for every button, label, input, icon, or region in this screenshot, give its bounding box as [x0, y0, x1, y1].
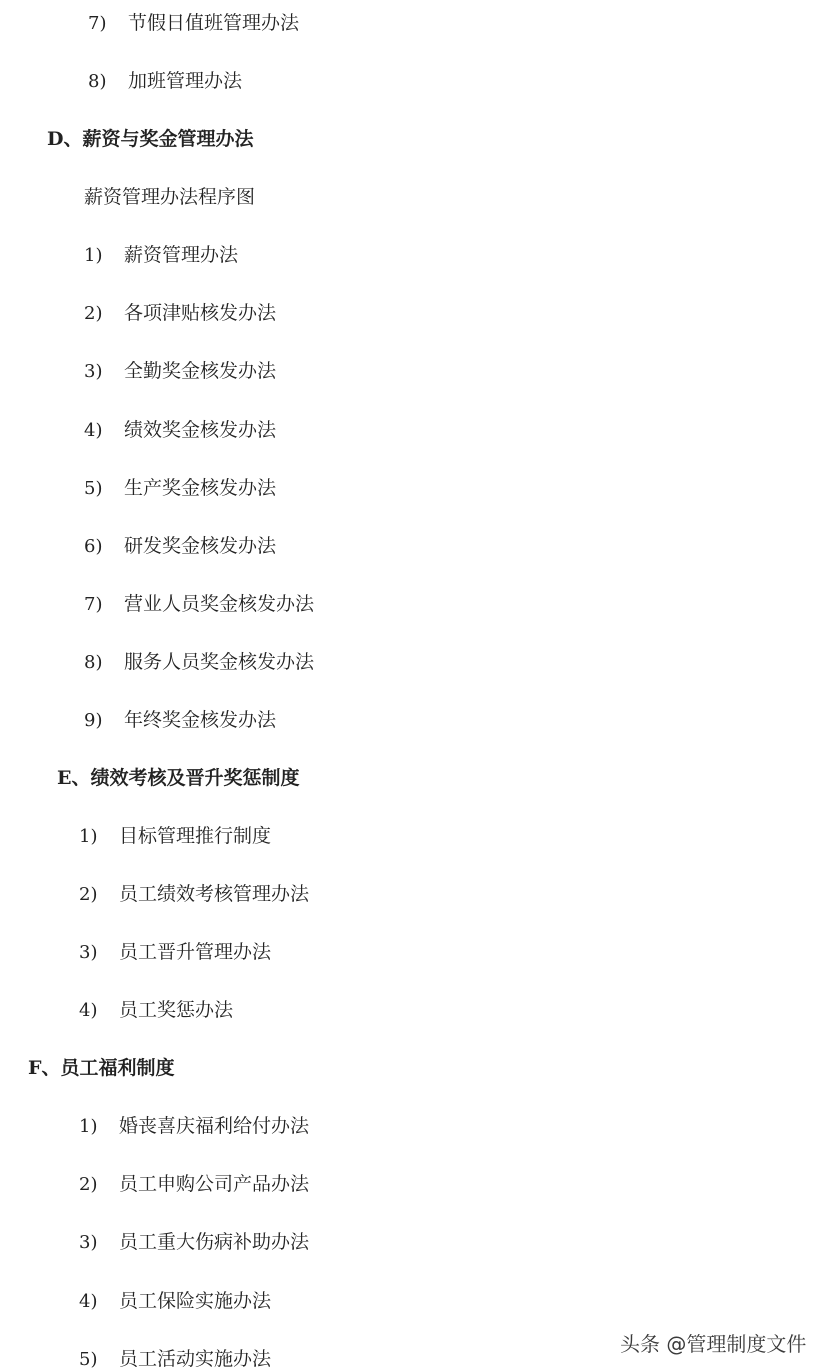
item-text: 生产奖金核发办法 [124, 477, 277, 499]
item-number: 7) [84, 594, 103, 615]
item-number: 4) [79, 1291, 98, 1312]
section-heading-f: F、员工福利制度 [28, 1057, 175, 1079]
list-item [84, 708, 276, 733]
item-text: 全勤奖金核发办法 [124, 360, 277, 382]
item-number: 2) [79, 1174, 98, 1195]
section-heading-e: E、绩效考核及晋升奖惩制度 [57, 767, 300, 789]
item-number: 2) [79, 884, 98, 905]
item-text: 婚丧喜庆福利给付办法 [119, 1115, 310, 1137]
item-number: 2) [84, 303, 103, 324]
list-item [84, 476, 276, 501]
item-text: 年终奖金核发办法 [124, 709, 277, 731]
item-text: 员工晋升管理办法 [119, 941, 272, 963]
item-number: 6) [84, 536, 103, 557]
item-text: 员工申购公司产品办法 [119, 1173, 310, 1195]
item-number: 3) [79, 942, 98, 963]
list-item [84, 243, 238, 268]
list-item [79, 998, 233, 1023]
item-text: 目标管理推行制度 [119, 825, 272, 847]
item-number: 8) [88, 71, 107, 92]
item-number: 3) [79, 1232, 98, 1253]
item-text: 员工绩效考核管理办法 [119, 883, 310, 905]
section-heading-d: D、薪资与奖金管理办法 [47, 128, 254, 150]
item-number: 1) [84, 245, 103, 266]
list-item [88, 69, 242, 94]
list-item [79, 824, 271, 849]
item-text: 绩效奖金核发办法 [124, 419, 277, 441]
item-text: 研发奖金核发办法 [124, 535, 277, 557]
list-item [88, 11, 299, 36]
item-number: 5) [79, 1349, 98, 1370]
item-text: 服务人员奖金核发办法 [124, 651, 315, 673]
item-text: 员工重大伤病补助办法 [119, 1231, 310, 1253]
item-text: 节假日值班管理办法 [128, 12, 300, 34]
item-number: 9) [84, 710, 103, 731]
item-number: 5) [84, 478, 103, 499]
list-item [79, 1347, 271, 1372]
item-text: 加班管理办法 [128, 70, 243, 92]
list-item [79, 940, 271, 965]
list-item [79, 1289, 271, 1314]
list-item [79, 1172, 309, 1197]
item-text: 营业人员奖金核发办法 [124, 593, 315, 615]
list-item [84, 592, 314, 617]
list-item [79, 1114, 309, 1139]
source-watermark: 头条 @管理制度文件 [620, 1332, 807, 1356]
item-text: 各项津贴核发办法 [124, 302, 277, 324]
item-number: 4) [84, 420, 103, 441]
list-item [84, 534, 276, 559]
item-number: 1) [79, 826, 98, 847]
list-item [84, 359, 276, 384]
item-text: 员工活动实施办法 [119, 1348, 272, 1370]
item-text: 员工保险实施办法 [119, 1290, 272, 1312]
item-number: 7) [88, 13, 107, 34]
list-item [79, 1230, 309, 1255]
list-item [84, 418, 276, 443]
chart-reference: 薪资管理办法程序图 [84, 186, 256, 208]
item-number: 3) [84, 361, 103, 382]
list-item [79, 882, 309, 907]
list-item [84, 301, 276, 326]
item-number: 8) [84, 652, 103, 673]
item-text: 员工奖惩办法 [119, 999, 234, 1021]
item-number: 4) [79, 1000, 98, 1021]
item-text: 薪资管理办法 [124, 244, 239, 266]
list-item [84, 650, 314, 675]
item-number: 1) [79, 1116, 98, 1137]
